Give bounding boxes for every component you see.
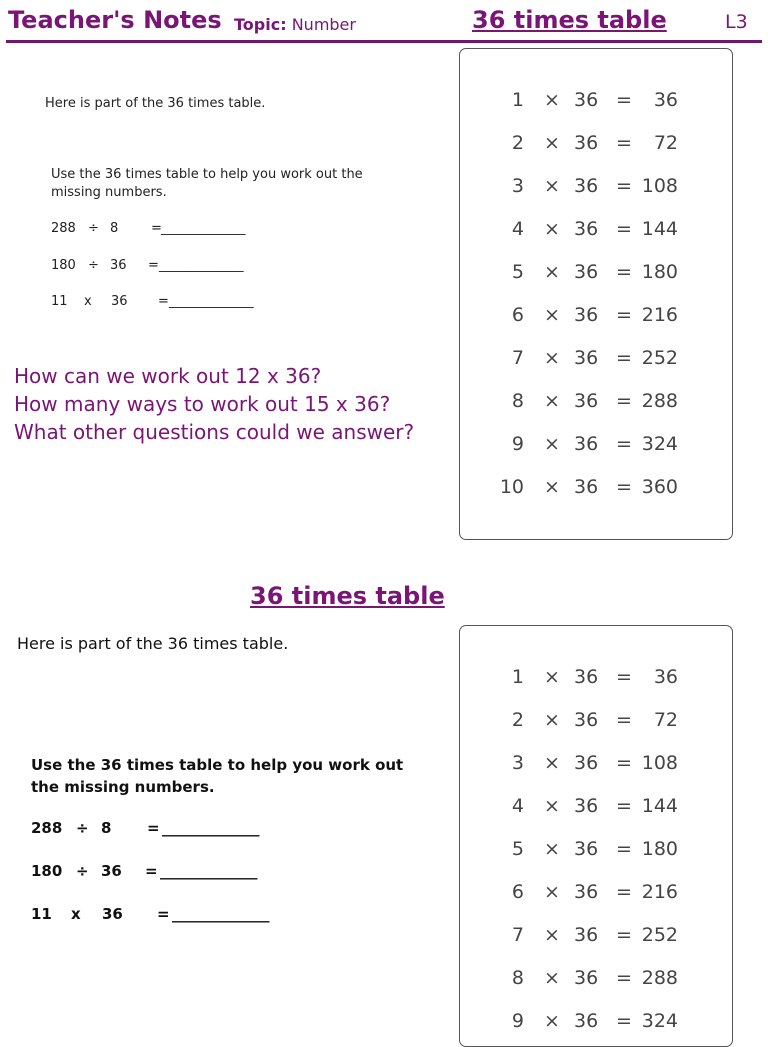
times-table-row bbox=[460, 433, 732, 463]
answer-blank: _____________ bbox=[161, 221, 246, 236]
equals-sign: = bbox=[147, 819, 160, 837]
row-number: 3 bbox=[511, 752, 524, 774]
equals-sign: = bbox=[616, 175, 632, 197]
equals-sign: = bbox=[616, 347, 632, 369]
row-number: 6 bbox=[511, 304, 524, 326]
row-result: 36 bbox=[653, 89, 678, 111]
row-number: 8 bbox=[511, 967, 524, 989]
multiplier: 36 bbox=[574, 1010, 599, 1032]
times-table-row bbox=[460, 175, 732, 205]
row-number: 1 bbox=[511, 89, 524, 111]
operand-a: 11 bbox=[31, 905, 52, 923]
multiplier: 36 bbox=[574, 881, 599, 903]
multiplier: 36 bbox=[574, 261, 599, 283]
equals-sign: = bbox=[616, 795, 632, 817]
multiplier: 36 bbox=[574, 666, 599, 688]
answer-blank: _____________ bbox=[172, 905, 270, 923]
teacher-question: How can we work out 12 x 36? bbox=[14, 364, 322, 388]
times-sign: × bbox=[544, 924, 560, 946]
operand-b: 36 bbox=[111, 294, 128, 309]
equals-sign: = bbox=[616, 752, 632, 774]
bottom-intro-text: Here is part of the 36 times table. bbox=[17, 634, 289, 653]
times-sign: × bbox=[544, 132, 560, 154]
multiplier: 36 bbox=[574, 924, 599, 946]
multiplier: 36 bbox=[574, 218, 599, 240]
header-divider bbox=[6, 40, 762, 43]
times-sign: × bbox=[544, 709, 560, 731]
times-sign: × bbox=[544, 175, 560, 197]
times-sign: × bbox=[544, 881, 560, 903]
equals-sign: = bbox=[616, 666, 632, 688]
times-sign: × bbox=[544, 89, 560, 111]
times-table-row bbox=[460, 132, 732, 162]
row-result: 180 bbox=[641, 838, 678, 860]
times-table-row bbox=[460, 476, 732, 506]
operand-b: 36 bbox=[110, 258, 127, 273]
times-table-row bbox=[460, 218, 732, 248]
teacher-questions bbox=[14, 362, 414, 446]
row-number: 7 bbox=[511, 347, 524, 369]
answer-blank: _____________ bbox=[159, 258, 244, 273]
multiplier: 36 bbox=[574, 838, 599, 860]
times-table-row bbox=[460, 752, 732, 782]
times-table-row bbox=[460, 967, 732, 997]
times-table-row bbox=[460, 795, 732, 825]
header-worksheet-title: 36 times table bbox=[472, 6, 667, 34]
equals-sign: = bbox=[616, 132, 632, 154]
times-sign: × bbox=[544, 838, 560, 860]
equals-sign: = bbox=[616, 218, 632, 240]
times-table-row bbox=[460, 838, 732, 868]
operand-a: 288 bbox=[51, 221, 76, 236]
times-sign: × bbox=[544, 1010, 560, 1032]
times-table-row bbox=[460, 1010, 732, 1040]
multiplier: 36 bbox=[574, 752, 599, 774]
level-badge: L3 bbox=[725, 11, 748, 33]
row-number: 5 bbox=[511, 838, 524, 860]
times-sign: × bbox=[544, 666, 560, 688]
equals-sign: = bbox=[616, 261, 632, 283]
times-sign: × bbox=[544, 795, 560, 817]
row-result: 108 bbox=[641, 175, 678, 197]
row-number: 2 bbox=[511, 132, 524, 154]
answer-blank: _____________ bbox=[160, 862, 258, 880]
times-sign: × bbox=[544, 390, 560, 412]
operand-a: 180 bbox=[31, 862, 63, 880]
operator: x bbox=[84, 294, 92, 309]
operand-b: 8 bbox=[101, 819, 112, 837]
answer-blank: _____________ bbox=[169, 294, 254, 309]
row-number: 5 bbox=[511, 261, 524, 283]
row-number: 2 bbox=[511, 709, 524, 731]
equals-sign: = bbox=[158, 294, 169, 309]
equals-sign: = bbox=[616, 304, 632, 326]
times-table-row bbox=[460, 347, 732, 377]
row-result: 72 bbox=[653, 709, 678, 731]
top-intro-text: Here is part of the 36 times table. bbox=[45, 96, 266, 111]
equals-sign: = bbox=[616, 1010, 632, 1032]
times-sign: × bbox=[544, 967, 560, 989]
multiplier: 36 bbox=[574, 433, 599, 455]
times-table-row bbox=[460, 390, 732, 420]
equals-sign: = bbox=[616, 476, 632, 498]
teacher-question: What other questions could we answer? bbox=[14, 420, 415, 444]
multiplier: 36 bbox=[574, 89, 599, 111]
operand-b: 8 bbox=[110, 221, 119, 236]
row-number: 3 bbox=[511, 175, 524, 197]
row-result: 144 bbox=[641, 795, 678, 817]
times-sign: × bbox=[544, 347, 560, 369]
times-sign: × bbox=[544, 433, 560, 455]
operator: x bbox=[71, 905, 81, 923]
row-number: 10 bbox=[499, 476, 524, 498]
row-number: 8 bbox=[511, 390, 524, 412]
equals-sign: = bbox=[616, 838, 632, 860]
times-table-row bbox=[460, 89, 732, 119]
row-result: 36 bbox=[653, 666, 678, 688]
teacher-question: How many ways to work out 15 x 36? bbox=[14, 392, 391, 416]
row-result: 216 bbox=[641, 304, 678, 326]
equals-sign: = bbox=[616, 924, 632, 946]
times-table-row bbox=[460, 666, 732, 696]
multiplier: 36 bbox=[574, 709, 599, 731]
row-number: 4 bbox=[511, 218, 524, 240]
row-result: 108 bbox=[641, 752, 678, 774]
operator: ÷ bbox=[88, 221, 99, 236]
multiplier: 36 bbox=[574, 304, 599, 326]
multiplier: 36 bbox=[574, 795, 599, 817]
times-table-row bbox=[460, 261, 732, 291]
times-table-row bbox=[460, 304, 732, 334]
row-number: 1 bbox=[511, 666, 524, 688]
row-number: 9 bbox=[511, 433, 524, 455]
multiplier: 36 bbox=[574, 175, 599, 197]
equals-sign: = bbox=[616, 709, 632, 731]
row-result: 324 bbox=[641, 433, 678, 455]
multiplier: 36 bbox=[574, 967, 599, 989]
bottom-instruction-text: Use the 36 times table to help you work out the missing numbers. bbox=[31, 756, 404, 796]
equals-sign: = bbox=[145, 862, 158, 880]
answer-blank: _____________ bbox=[162, 819, 260, 837]
row-result: 216 bbox=[641, 881, 678, 903]
equals-sign: = bbox=[616, 433, 632, 455]
times-table-row bbox=[460, 924, 732, 954]
operand-b: 36 bbox=[102, 905, 123, 923]
multiplier: 36 bbox=[574, 390, 599, 412]
topic-label-key: Topic: bbox=[234, 15, 287, 34]
times-sign: × bbox=[544, 261, 560, 283]
operator: ÷ bbox=[76, 819, 89, 837]
operand-b: 36 bbox=[101, 862, 122, 880]
row-number: 7 bbox=[511, 924, 524, 946]
row-result: 288 bbox=[641, 390, 678, 412]
row-result: 324 bbox=[641, 1010, 678, 1032]
equals-sign: = bbox=[148, 258, 159, 273]
row-result: 252 bbox=[641, 924, 678, 946]
times-sign: × bbox=[544, 476, 560, 498]
operand-a: 288 bbox=[31, 819, 63, 837]
row-result: 144 bbox=[641, 218, 678, 240]
equals-sign: = bbox=[616, 89, 632, 111]
topic-label bbox=[234, 15, 356, 34]
worksheet-heading: 36 times table bbox=[250, 582, 445, 610]
row-number: 6 bbox=[511, 881, 524, 903]
times-table-box-bottom bbox=[459, 625, 733, 1047]
row-result: 288 bbox=[641, 967, 678, 989]
page-title: Teacher's Notes bbox=[8, 6, 222, 34]
times-sign: × bbox=[544, 752, 560, 774]
multiplier: 36 bbox=[574, 476, 599, 498]
multiplier: 36 bbox=[574, 347, 599, 369]
equals-sign: = bbox=[616, 390, 632, 412]
row-result: 180 bbox=[641, 261, 678, 283]
top-instruction-text: Use the 36 times table to help you work out the missing numbers. bbox=[51, 167, 363, 200]
operator: ÷ bbox=[88, 258, 99, 273]
topic-value: Number bbox=[291, 15, 356, 34]
times-table-row bbox=[460, 881, 732, 911]
operator: ÷ bbox=[76, 862, 89, 880]
operand-a: 180 bbox=[51, 258, 76, 273]
multiplier: 36 bbox=[574, 132, 599, 154]
times-sign: × bbox=[544, 218, 560, 240]
equals-sign: = bbox=[616, 967, 632, 989]
equals-sign: = bbox=[157, 905, 170, 923]
times-table-box-top bbox=[459, 48, 733, 540]
row-result: 252 bbox=[641, 347, 678, 369]
times-table-row bbox=[460, 709, 732, 739]
row-number: 9 bbox=[511, 1010, 524, 1032]
row-result: 360 bbox=[641, 476, 678, 498]
equals-sign: = bbox=[151, 221, 162, 236]
row-result: 72 bbox=[653, 132, 678, 154]
operand-a: 11 bbox=[51, 294, 68, 309]
equals-sign: = bbox=[616, 881, 632, 903]
row-number: 4 bbox=[511, 795, 524, 817]
times-sign: × bbox=[544, 304, 560, 326]
